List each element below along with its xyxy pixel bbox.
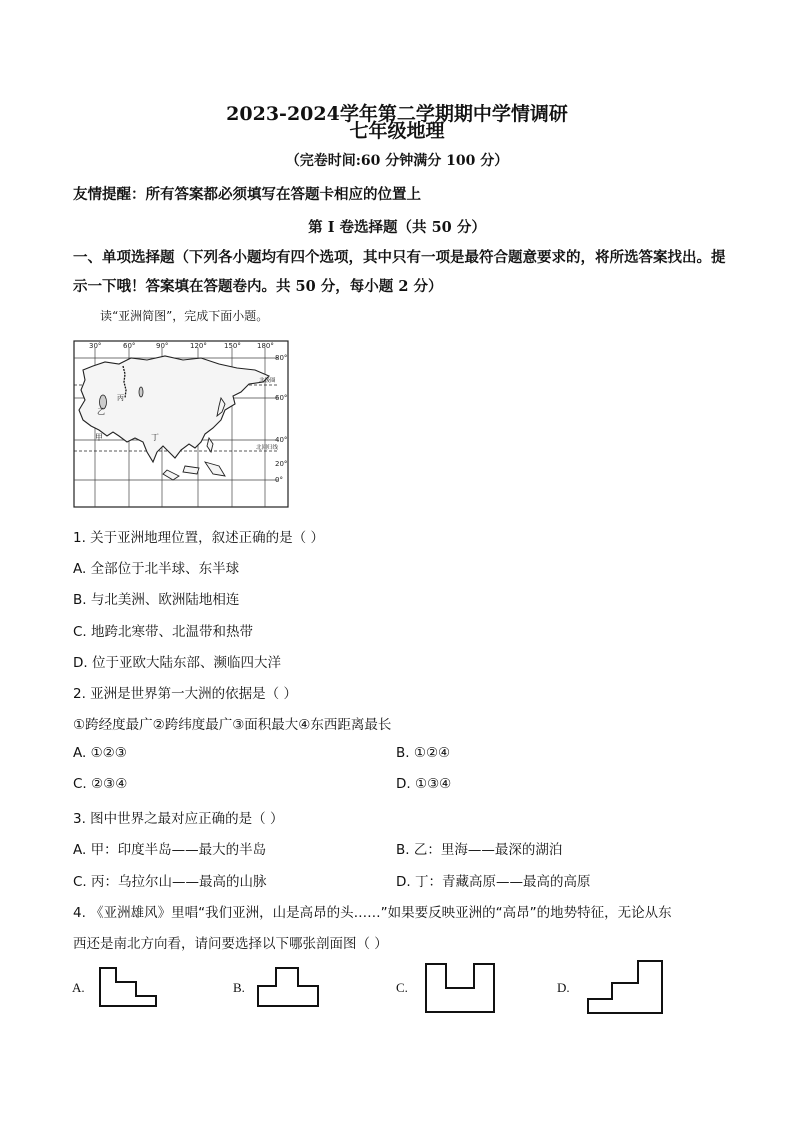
profile-a[interactable] — [98, 966, 160, 1012]
question-2-statements: ①跨经度最广②跨纬度最广③面积最大④东西距离最长 — [73, 717, 392, 733]
lat-label: 40° — [275, 436, 288, 444]
question-4-option-c-label[interactable]: C. — [396, 980, 408, 995]
asia-map — [73, 340, 289, 508]
lat-label: 80° — [275, 354, 288, 362]
question-4-option-a-label[interactable]: A. — [72, 980, 85, 995]
question-2-option-c[interactable]: C. ②③④ — [73, 776, 128, 792]
question-1-option-c[interactable]: C. 地跨北寒带、北温带和热带 — [73, 624, 254, 640]
exam-subtitle: 七年级地理 — [349, 120, 445, 142]
lon-label: 180° — [257, 342, 274, 350]
lon-label: 60° — [123, 342, 136, 350]
label-bing: 丙 — [117, 394, 124, 402]
question-2-option-b[interactable]: B. ①②④ — [396, 745, 451, 761]
question-4-option-d-label[interactable]: D. — [557, 980, 570, 995]
label-ding: 丁 — [151, 433, 159, 442]
question-3-option-d[interactable]: D. 丁：青藏高原——最高的高原 — [396, 874, 591, 890]
question-3-option-a[interactable]: A. 甲：印度半岛——最大的半岛 — [73, 842, 267, 858]
part-title: 第 I 卷选择题（共 50 分） — [308, 219, 486, 236]
question-1-option-b[interactable]: B. 与北美洲、欧洲陆地相连 — [73, 592, 240, 608]
question-1-stem: 1. 关于亚洲地理位置，叙述正确的是（ ） — [73, 530, 324, 546]
reminder: 友情提醒：所有答案都必须填写在答题卡相应的位置上 — [73, 186, 421, 203]
exam-info: （完卷时间:60 分钟满分 100 分） — [285, 153, 509, 169]
question-4-stem-line2: 西还是南北方向看，请问要选择以下哪张剖面图（ ） — [73, 936, 388, 952]
question-4-option-b-label[interactable]: B. — [233, 980, 245, 995]
lon-label: 120° — [190, 342, 207, 350]
section-title: 一、单项选择题（下列各小题均有四个选项，其中只有一项是最符合题意要求的，将所选答案找出。提示一下哦！答案填在答题卷内。共 50 分，每小题 2 分） — [73, 249, 726, 295]
question-3-option-c[interactable]: C. 丙：乌拉尔山——最高的山脉 — [73, 874, 267, 890]
lon-label: 90° — [156, 342, 169, 350]
question-3-option-b[interactable]: B. 乙：里海——最深的湖泊 — [396, 842, 563, 858]
label-yi: 乙 — [97, 407, 105, 416]
question-4-stem-line1: 4. 《亚洲雄风》里唱“我们亚洲，山是高昂的头……”如果要反映亚洲的“高昂”的地势特征，无论从东 — [73, 905, 672, 921]
tropic-of-cancer-label: 北回归线 — [256, 445, 279, 451]
arctic-circle-label: 北极圈 — [259, 378, 276, 384]
profile-c[interactable] — [424, 962, 498, 1018]
exam-title: 2023-2024学年第二学期期中学情调研 — [226, 103, 568, 125]
lat-label: 20° — [275, 460, 288, 468]
lon-label: 30° — [89, 342, 102, 350]
question-2-stem: 2. 亚洲是世界第一大洲的依据是（ ） — [73, 686, 297, 702]
question-2-option-d[interactable]: D. ①③④ — [396, 776, 452, 792]
question-2-option-a[interactable]: A. ①②③ — [73, 745, 127, 761]
profile-d[interactable] — [586, 959, 666, 1019]
question-1-option-d[interactable]: D. 位于亚欧大陆东部、濒临四大洋 — [73, 655, 281, 671]
lat-label: 60° — [275, 394, 288, 402]
label-jia: 甲 — [95, 433, 103, 442]
lon-label: 150° — [224, 342, 241, 350]
question-1-option-a[interactable]: A. 全部位于北半球、东半球 — [73, 561, 240, 577]
lat-label: 0° — [275, 476, 283, 484]
question-3-stem: 3. 图中世界之最对应正确的是（ ） — [73, 811, 284, 827]
map-intro: 读“亚洲简图”，完成下面小题。 — [100, 309, 269, 323]
profile-b[interactable] — [256, 966, 320, 1012]
